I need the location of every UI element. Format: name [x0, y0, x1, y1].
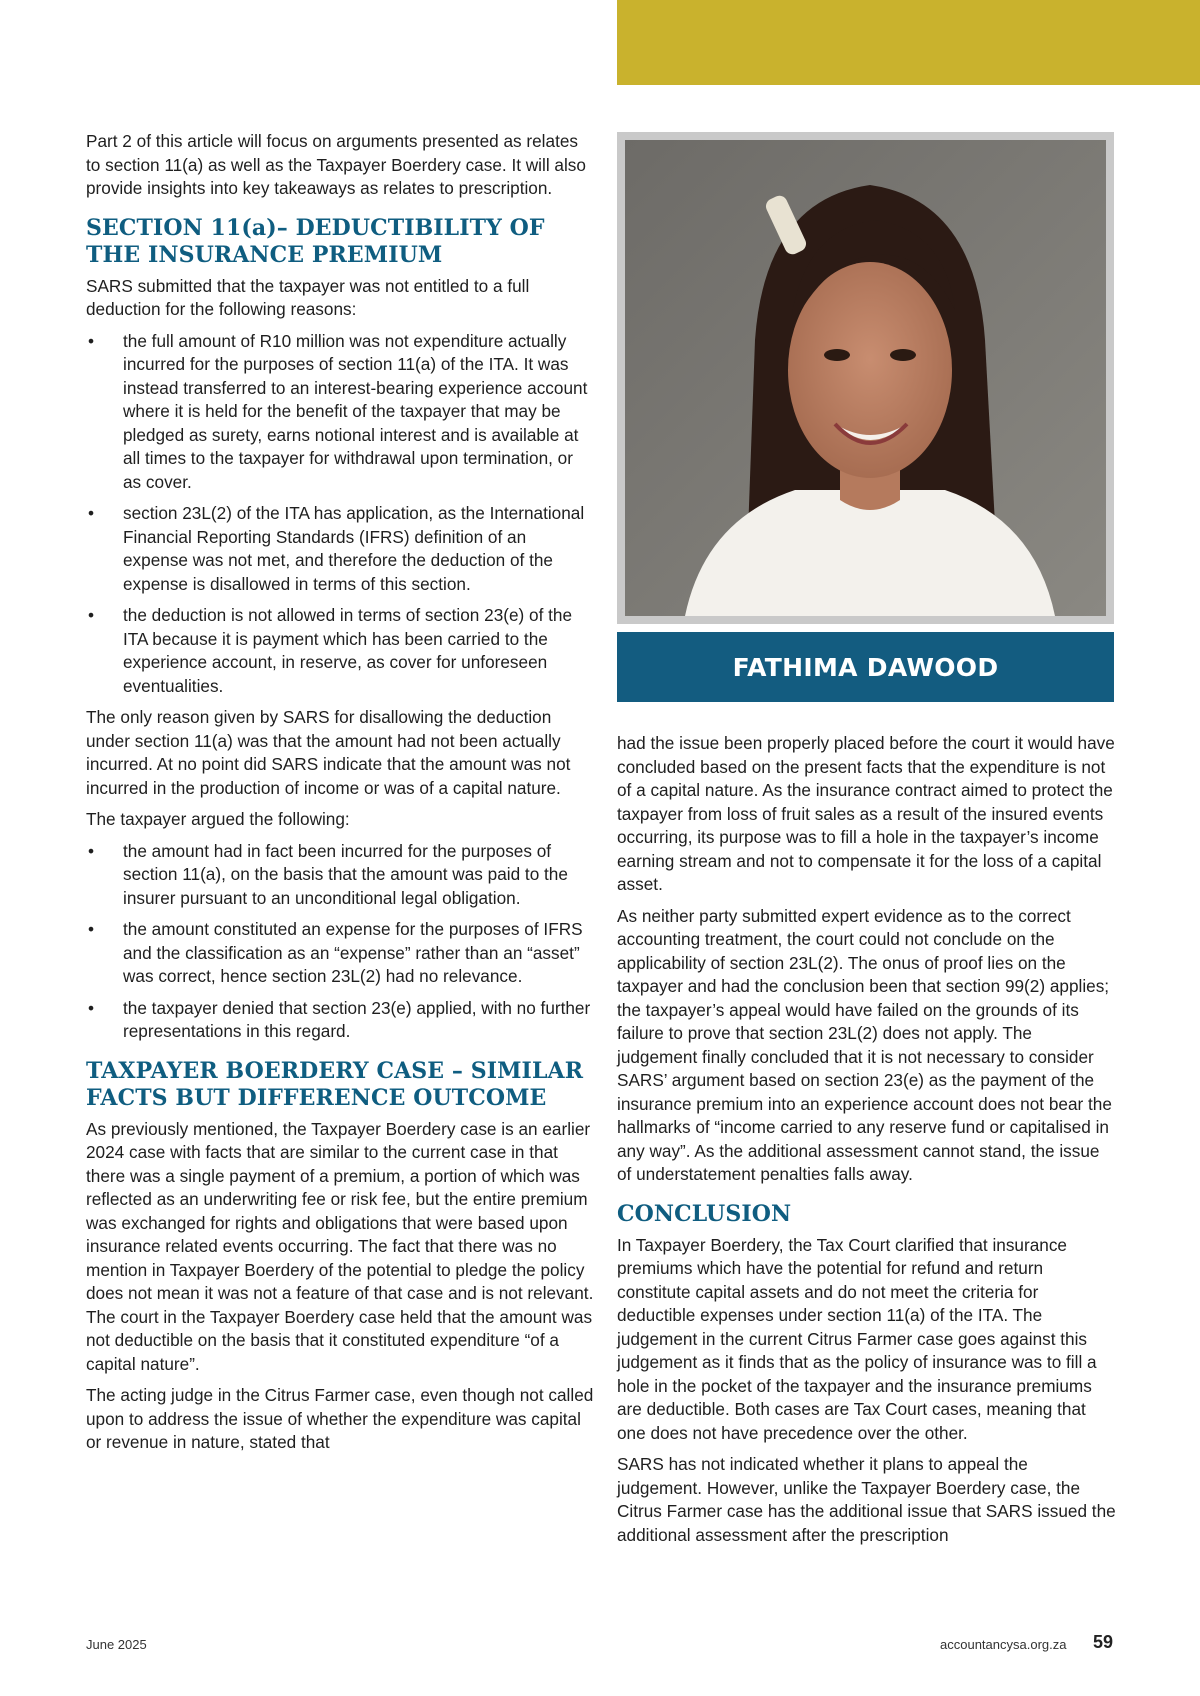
boerdery-paragraph: As previously mentioned, the Taxpayer Boerdery case is an earlier 2024 case with facts that are similar to the current case in that there was a single payment of a premium, a portion of which was reflected as an underwriting fee or risk fee, but the entire premium was exchanged for rights and obligations that were based upon insurance related events occurring. The fact that there was no mention in Taxpayer Boerdery of the potential to pledge the policy does not mean it was not a feature of that case and is not relevant. The court in the Taxpayer Boerdery case held that the amount was not deductible on the basis that it constituted expenditure “of a capital nature”. [86, 1118, 594, 1374]
conclusion-paragraph: In Taxpayer Boerdery, the Tax Court clarified that insurance premiums which have the potential for refund and return constitute capital assets and do not meet the criteria for deductible expenses under section 11(a) of the ITA. The judgement in the current Citrus Farmer case goes against this judgement as it finds that as the policy of insurance was to fill a hole in the pocket of the taxpayer and the insurance premiums are deductible. Both cases are Tax Court cases, meaning that one does not have precedence over the other. [617, 1234, 1097, 1443]
footer-date: June 2025 [86, 1637, 147, 1652]
left-column [86, 130, 594, 1463]
list-item: • the amount constituted an expense for the purposes of IFRS and the classification as an “expense” rather than an “asset” was correct, hence section 23L(2) had no relevance. [86, 918, 594, 989]
acting-judge-paragraph: The acting judge in the Citrus Farmer case, even though not called upon to address the issue of whether the expenditure was capital or revenue in nature, stated that [86, 1385, 594, 1452]
right-column [617, 732, 1117, 1555]
author-photo-frame [617, 132, 1114, 624]
section-11a-heading: SECTION 11(a)– DEDUCTIBILITY OF THE INSURANCE PREMIUM [86, 214, 545, 268]
sars-appeal-paragraph: SARS has not indicated whether it plans to appeal the judgement. However, unlike the Taxpayer Boerdery case, the Citrus Farmer case has the additional issue that SARS issued the additional assessment after the prescription [617, 1454, 1116, 1545]
list-item: • the taxpayer denied that section 23(e) applied, with no further representations in this regard. [86, 997, 594, 1044]
author-name-caption: FATHIMA DAWOOD [617, 632, 1114, 702]
continuation-paragraph: had the issue been properly placed before the court it would have concluded based on the present facts that the expenditure is not of a capital nature. As the insurance contract aimed to protect the taxpayer from loss of fruit sales as a result of the insured events occurring, its purpose was to fill a hole in the taxpayer’s income earning stream and not to compensate it for the loss of a capital asset. [617, 733, 1115, 894]
sars-reasons-list [86, 330, 594, 699]
sars-submitted-paragraph: SARS submitted that the taxpayer was not entitled to a full deduction for the following reasons: [86, 275, 530, 319]
list-item: • the deduction is not allowed in terms of section 23(e) of the ITA because it is payment which has been carried to the experience account, in reserve, as cover for unforeseen eventualities. [86, 604, 594, 698]
list-item: • the amount had in fact been incurred for the purposes of section 11(a), on the basis that the amount was paid to the insurer pursuant to an unconditional legal obligation. [86, 840, 594, 911]
boerdery-heading: TAXPAYER BOERDERY CASE – SIMILAR FACTS BUT DIFFERENCE OUTCOME [86, 1057, 584, 1111]
neither-party-paragraph: As neither party submitted expert evidence as to the correct accounting treatment, the court could not conclude on the applicability of section 23L(2). The onus of proof lies on the taxpayer and had the conclusion been that section 99(2) applies; the taxpayer’s appeal would have failed on the grounds of its failure to prove that section 23L(2) does not apply. The judgement finally concluded that it is not necessary to consider SARS’ argument based on section 23(e) as the payment of the insurance premium into an experience account does not bear the hallmarks of “income carried to any reserve fund or capitalised in any way”. As the additional assessment cannot stand, the issue of understatement penalties falls away. [617, 905, 1112, 1184]
footer-website[interactable]: accountancysa.org.za [940, 1637, 1067, 1652]
gold-header-bar [617, 0, 1200, 85]
taxpayer-argued-paragraph: The taxpayer argued the following: [86, 809, 350, 829]
list-item: • section 23L(2) of the ITA has application, as the International Financial Reporting Standards (IFRS) definition of an expense was not met, and therefore the deduction of the expense is disallowed in terms of this section. [86, 502, 594, 596]
list-item: • the full amount of R10 million was not expenditure actually incurred for the purposes of section 11(a) of the ITA. It was instead transferred to an interest-bearing experience account where it is held for the benefit of the taxpayer that may be pledged as surety, earns notional interest and is available at all times to the taxpayer for withdrawal upon termination, or as cover. [86, 330, 594, 495]
author-photo [625, 140, 1106, 616]
intro-paragraph: Part 2 of this article will focus on arguments presented as relates to section 11(a) as well as the Taxpayer Boerdery case. It will also provide insights into key takeaways as relates to prescription. [86, 131, 586, 198]
only-reason-paragraph: The only reason given by SARS for disallowing the deduction under section 11(a) was that the amount had not been actually incurred. At no point did SARS indicate that the amount was not incurred in the production of income or was of a capital nature. [86, 707, 571, 798]
taxpayer-arguments-list [86, 840, 594, 1044]
page-number: 59 [1093, 1632, 1114, 1652]
conclusion-heading: CONCLUSION [617, 1200, 792, 1227]
